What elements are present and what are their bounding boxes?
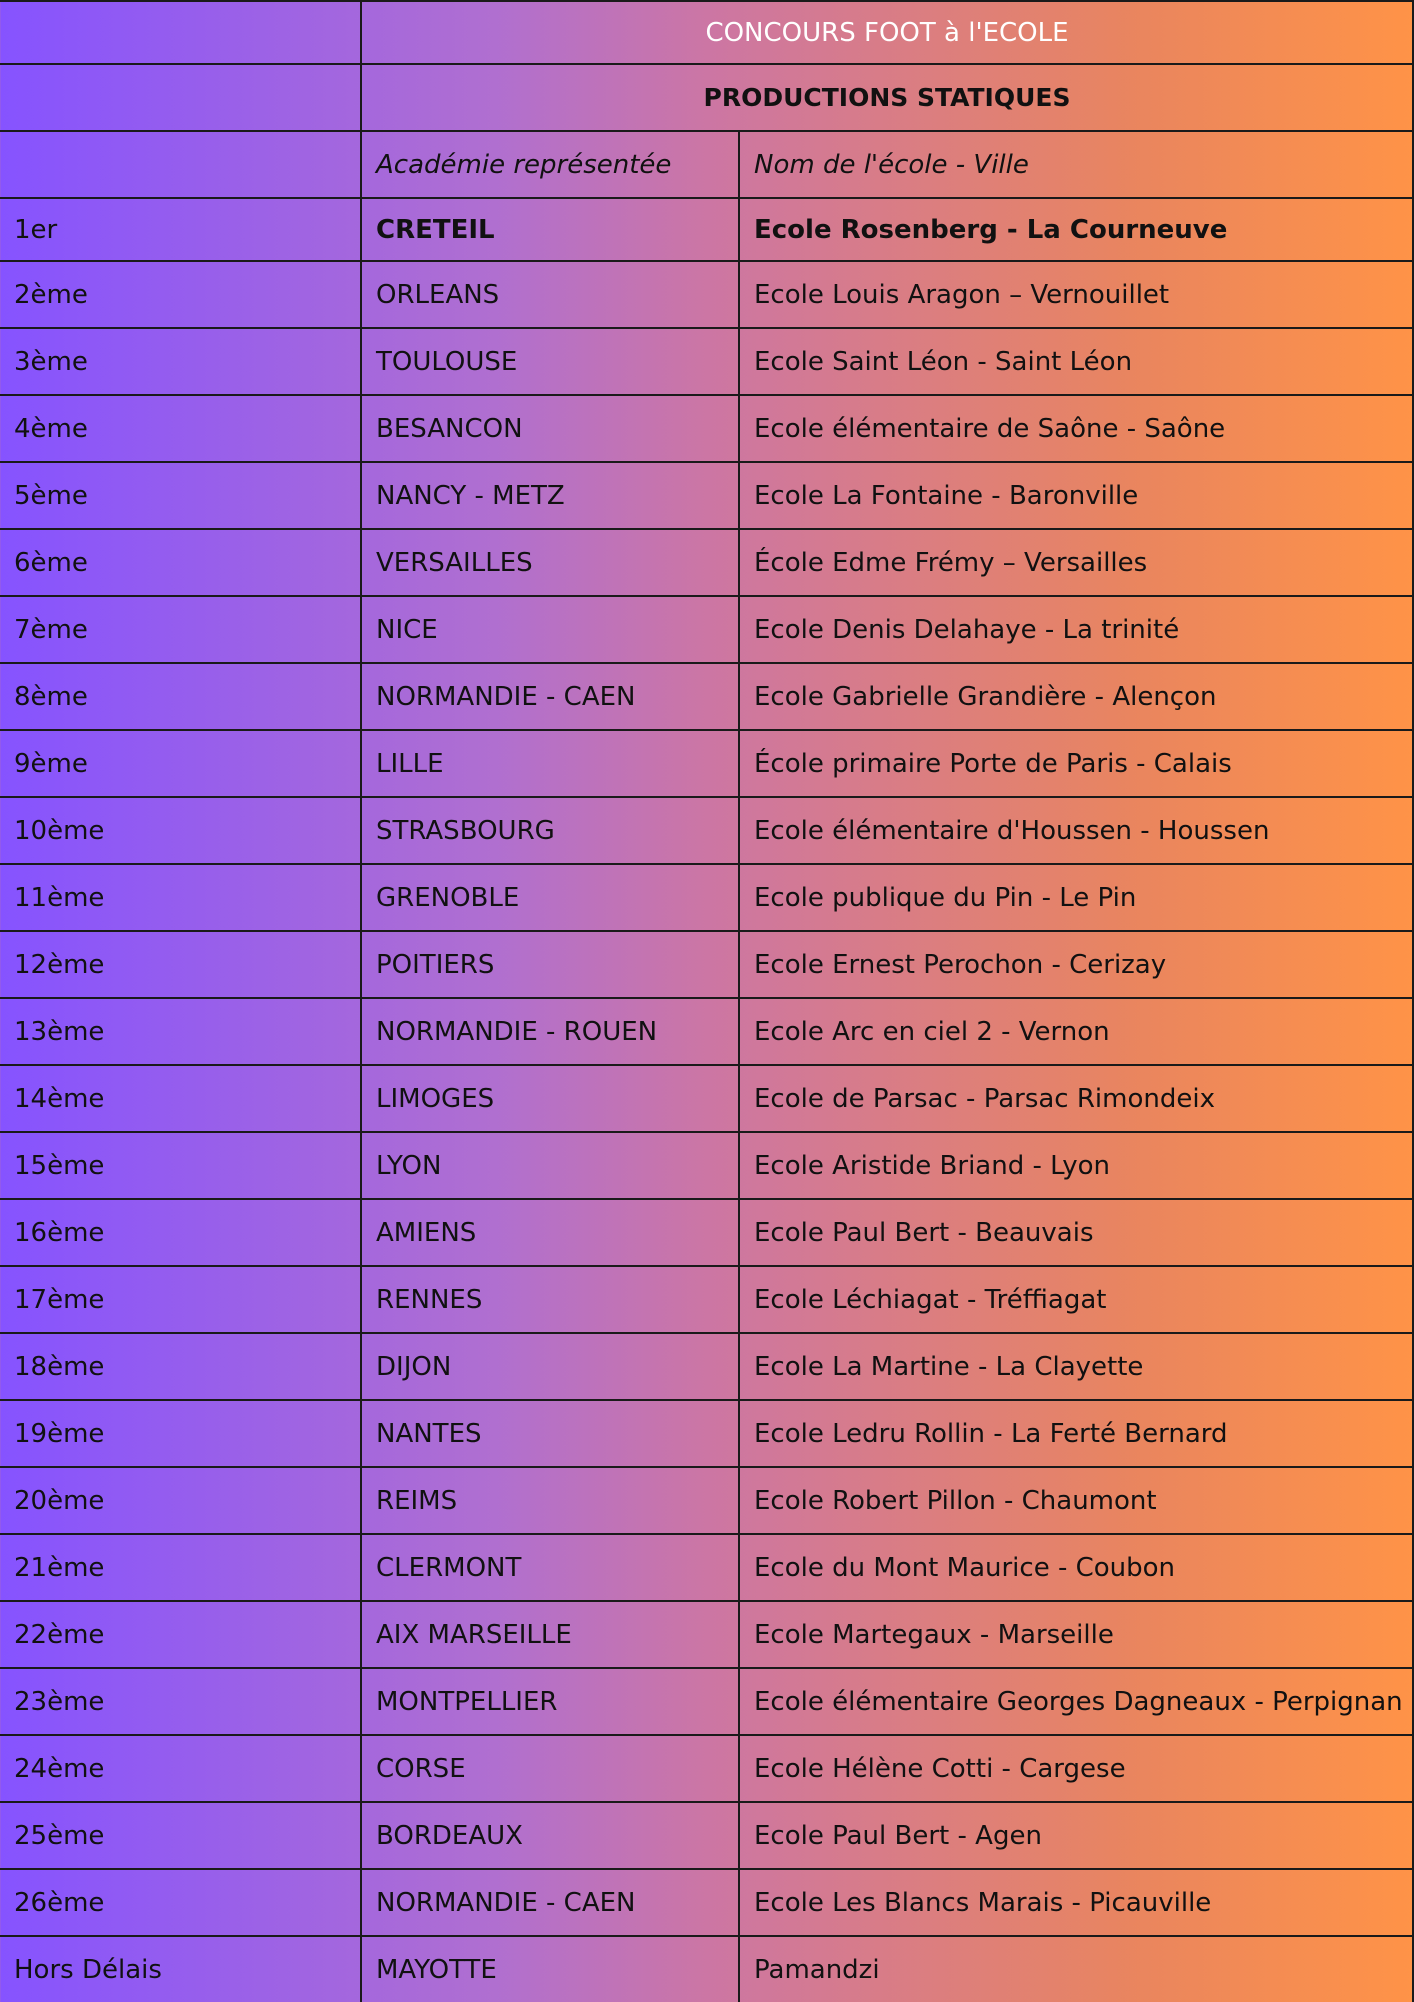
title-row-empty-cell	[0, 2, 362, 63]
rank-cell: 20ème	[0, 1468, 362, 1533]
table-row	[0, 396, 1414, 463]
rank-cell: 17ème	[0, 1267, 362, 1332]
school-cell: Ecole du Mont Maurice - Coubon	[740, 1535, 1414, 1600]
academy-cell: NORMANDIE - CAEN	[362, 1870, 740, 1935]
academy-cell: GRENOBLE	[362, 865, 740, 930]
school-cell: Ecole Paul Bert - Agen	[740, 1803, 1414, 1868]
academy-cell: LILLE	[362, 731, 740, 796]
academy-cell: BORDEAUX	[362, 1803, 740, 1868]
table-row	[0, 1937, 1414, 2002]
academy-cell: MONTPELLIER	[362, 1669, 740, 1734]
table-body	[0, 199, 1414, 2002]
table-title: CONCOURS FOOT à l'ECOLE	[362, 2, 1414, 63]
school-cell: Ecole élémentaire d'Houssen - Houssen	[740, 798, 1414, 863]
table-row	[0, 1334, 1414, 1401]
rank-cell: 13ème	[0, 999, 362, 1064]
academy-cell: RENNES	[362, 1267, 740, 1332]
rank-cell: 5ème	[0, 463, 362, 528]
academy-cell: AMIENS	[362, 1200, 740, 1265]
table-row	[0, 1669, 1414, 1736]
school-cell: Ecole La Fontaine - Baronville	[740, 463, 1414, 528]
academy-cell: ORLEANS	[362, 262, 740, 327]
table-row	[0, 1200, 1414, 1267]
subtitle-row	[0, 65, 1414, 132]
table-row	[0, 1535, 1414, 1602]
table-row	[0, 329, 1414, 396]
school-cell: École Edme Frémy – Versailles	[740, 530, 1414, 595]
table-row	[0, 731, 1414, 798]
rank-cell: 15ème	[0, 1133, 362, 1198]
academy-cell: CORSE	[362, 1736, 740, 1801]
school-cell: Ecole Aristide Briand - Lyon	[740, 1133, 1414, 1198]
rank-cell: 23ème	[0, 1669, 362, 1734]
rank-cell: 14ème	[0, 1066, 362, 1131]
academy-cell: CLERMONT	[362, 1535, 740, 1600]
school-cell: Ecole Robert Pillon - Chaumont	[740, 1468, 1414, 1533]
school-cell: Ecole Paul Bert - Beauvais	[740, 1200, 1414, 1265]
academy-cell: NANTES	[362, 1401, 740, 1466]
table-row	[0, 597, 1414, 664]
rank-cell: 21ème	[0, 1535, 362, 1600]
table-row	[0, 463, 1414, 530]
table-subtitle: PRODUCTIONS STATIQUES	[362, 65, 1414, 130]
rank-cell: 10ème	[0, 798, 362, 863]
school-cell: Ecole Ledru Rollin - La Ferté Bernard	[740, 1401, 1414, 1466]
rank-cell: 22ème	[0, 1602, 362, 1667]
rank-cell: 25ème	[0, 1803, 362, 1868]
rank-cell: 4ème	[0, 396, 362, 461]
table-row	[0, 1133, 1414, 1200]
rank-cell: 2ème	[0, 262, 362, 327]
table-row	[0, 1736, 1414, 1803]
rank-cell: 24ème	[0, 1736, 362, 1801]
school-cell: Ecole élémentaire Georges Dagneaux - Perpignan	[740, 1669, 1414, 1734]
rank-cell: 11ème	[0, 865, 362, 930]
academy-cell: NICE	[362, 597, 740, 662]
rank-cell: 1er	[0, 199, 362, 260]
rank-header-cell	[0, 132, 362, 197]
school-cell: Ecole Arc en ciel 2 - Vernon	[740, 999, 1414, 1064]
academy-cell: LYON	[362, 1133, 740, 1198]
academy-cell: STRASBOURG	[362, 798, 740, 863]
school-cell: Ecole Les Blancs Marais - Picauville	[740, 1870, 1414, 1935]
rank-cell: 19ème	[0, 1401, 362, 1466]
subtitle-row-empty-cell	[0, 65, 362, 130]
rank-cell: 7ème	[0, 597, 362, 662]
rank-cell: 3ème	[0, 329, 362, 394]
academy-column-header: Académie représentée	[362, 132, 740, 197]
academy-cell: REIMS	[362, 1468, 740, 1533]
academy-cell: LIMOGES	[362, 1066, 740, 1131]
table-row	[0, 1267, 1414, 1334]
academy-cell: MAYOTTE	[362, 1937, 740, 2002]
title-row	[0, 2, 1414, 65]
table-row	[0, 199, 1414, 262]
academy-cell: NANCY - METZ	[362, 463, 740, 528]
table-row	[0, 1602, 1414, 1669]
school-cell: Ecole Rosenberg - La Courneuve	[740, 199, 1414, 260]
school-cell: Ecole Denis Delahaye - La trinité	[740, 597, 1414, 662]
table-row	[0, 1066, 1414, 1133]
table-row	[0, 798, 1414, 865]
school-cell: École primaire Porte de Paris - Calais	[740, 731, 1414, 796]
academy-cell: NORMANDIE - CAEN	[362, 664, 740, 729]
school-cell: Pamandzi	[740, 1937, 1414, 2002]
school-cell: Ecole Ernest Perochon - Cerizay	[740, 932, 1414, 997]
academy-cell: BESANCON	[362, 396, 740, 461]
school-cell: Ecole Hélène Cotti - Cargese	[740, 1736, 1414, 1801]
table-row	[0, 865, 1414, 932]
rank-cell: Hors Délais	[0, 1937, 362, 2002]
school-cell: Ecole élémentaire de Saône - Saône	[740, 396, 1414, 461]
school-cell: Ecole Martegaux - Marseille	[740, 1602, 1414, 1667]
rank-cell: 9ème	[0, 731, 362, 796]
academy-cell: AIX MARSEILLE	[362, 1602, 740, 1667]
table-row	[0, 262, 1414, 329]
school-cell: Ecole de Parsac - Parsac Rimondeix	[740, 1066, 1414, 1131]
school-cell: Ecole Gabrielle Grandière - Alençon	[740, 664, 1414, 729]
school-cell: Ecole Saint Léon - Saint Léon	[740, 329, 1414, 394]
rank-cell: 26ème	[0, 1870, 362, 1935]
table-row	[0, 1870, 1414, 1937]
table-row	[0, 530, 1414, 597]
academy-cell: CRETEIL	[362, 199, 740, 260]
academy-cell: POITIERS	[362, 932, 740, 997]
school-cell: Ecole Léchiagat - Tréffiagat	[740, 1267, 1414, 1332]
column-header-row	[0, 132, 1414, 199]
school-cell: Ecole La Martine - La Clayette	[740, 1334, 1414, 1399]
table-row	[0, 1401, 1414, 1468]
rank-cell: 8ème	[0, 664, 362, 729]
rank-cell: 12ème	[0, 932, 362, 997]
table-row	[0, 1803, 1414, 1870]
academy-cell: DIJON	[362, 1334, 740, 1399]
school-cell: Ecole publique du Pin - Le Pin	[740, 865, 1414, 930]
table-row	[0, 1468, 1414, 1535]
academy-cell: VERSAILLES	[362, 530, 740, 595]
rank-cell: 18ème	[0, 1334, 362, 1399]
rank-cell: 6ème	[0, 530, 362, 595]
table-row	[0, 932, 1414, 999]
academy-cell: NORMANDIE - ROUEN	[362, 999, 740, 1064]
table-row	[0, 664, 1414, 731]
table-row	[0, 999, 1414, 1066]
rank-cell: 16ème	[0, 1200, 362, 1265]
school-cell: Ecole Louis Aragon – Vernouillet	[740, 262, 1414, 327]
school-column-header: Nom de l'école - Ville	[740, 132, 1414, 197]
academy-cell: TOULOUSE	[362, 329, 740, 394]
